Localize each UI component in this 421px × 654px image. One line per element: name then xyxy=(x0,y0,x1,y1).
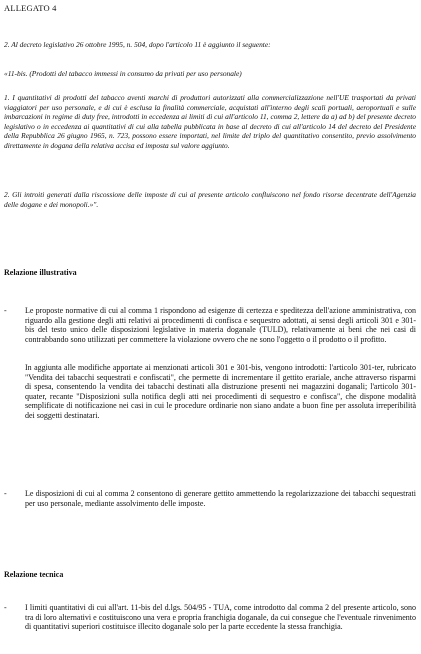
decree-intro: 2. Al decreto legislativo 26 ottobre 1995, n. 504, dopo l'articolo 11 è aggiunto il seguente: xyxy=(4,40,271,49)
bullet-dash: - xyxy=(4,306,7,315)
tecnica-bullet-1 xyxy=(4,603,416,632)
decree-paragraph-1: 1. I quantitativi di prodotti del tabacco aventi marchi di produttori autorizzati alla commercializzazione nell'UE trasportati da privati viaggiatori per uso personale, e di cui è esclusa la finalità commerciale, acquistati all'interno degli scali portuali, aeroportuali e sulle imbarcazioni in regime di duty free, introdotti in eccedenza ai limiti di cui all'articolo 11, comma 2, lettere da a) ad b) del presente decreto legislativo o in eccedenza ai quantitativi di cui alla tabella pubblicata in base al decreto di cui all'articolo 14 del decreto del Presidente della Repubblica 26 giugno 1965, n. 723, possono essere importati, nel limite del triplo del quantitativo consentito, previo assolvimento direttamente in dogana della relativa accisa ed imposta sul valore aggiunto. xyxy=(4,93,416,150)
allegato-label: ALLEGATO 4 xyxy=(4,3,57,13)
illustrativa-continuation: In aggiunta alle modifiche apportate ai menzionati articoli 301 e 301-bis, vengono introdotti: l'articolo 301-ter, rubricato "Vendita dei tabacchi sequestrati e confiscati", che permette di incrementare il gettito erariale, anche attraverso risparmi di spesa, consentendo la vendita dei tabacchi destinati alla distruzione presenti nei magazzini doganali; l'articolo 301-quater, recante "Disposizioni sulla notifica degli atti nei procedimenti di sequestro e confisca", che dispone modalità semplificate di notificazione nei casi in cui le procedure ordinarie non siano andate a buon fine per assoluta irreperibilità dei soggetti destinatari. xyxy=(25,363,416,420)
illustrativa-bullet-2 xyxy=(4,489,416,508)
article-title: «11-bis. (Prodotti del tabacco immessi in consumo da privati per uso personale) xyxy=(4,69,242,78)
decree-paragraph-2: 2. Gli introiti generati dalla riscossione delle imposte di cui al presente articolo confluiscono nel fondo risorse decentrate dell'Agenzia delle dogane e dei monopoli.»". xyxy=(4,190,416,209)
illustrativa-bullet-1 xyxy=(4,306,416,344)
bullet-dash: - xyxy=(4,603,7,612)
relazione-illustrativa-heading: Relazione illustrativa xyxy=(4,268,77,277)
tecnica-bullet-1-text: I limiti quantitativi di cui all'art. 11-bis del d.lgs. 504/95 - TUA, come introdotto dal comma 2 del presente articolo, sono tra di loro alternativi e costituiscono una vera e propria franchigia doganale, da cui consegue che l'eventuale rinvenimento di quantitativi superiori costituisce illecito doganale solo per la parte eccedente la stessa franchigia. xyxy=(25,603,416,632)
relazione-tecnica-heading: Relazione tecnica xyxy=(4,570,64,579)
illustrativa-bullet-2-text: Le disposizioni di cui al comma 2 consentono di generare gettito ammettendo la regolarizzazione dei tabacchi sequestrati per uso personale, mediante assolvimento delle imposte. xyxy=(25,489,416,508)
bullet-dash: - xyxy=(4,489,7,498)
illustrativa-bullet-1-text: Le proposte normative di cui al comma 1 rispondono ad esigenze di certezza e speditezza dell'azione amministrativa, con riguardo alla gestione degli atti relativi ai procedimenti di confisca e sequestro adottati, ai sensi degli articoli 301 e 301-bis del testo unico delle disposizioni legislative in materia doganale (TULD), relativamente ai beni che nei casi di contrabbando sono utilizzati per commettere la violazione ovvero che ne sono l'oggetto o il prodotto o il profitto. xyxy=(25,306,416,344)
